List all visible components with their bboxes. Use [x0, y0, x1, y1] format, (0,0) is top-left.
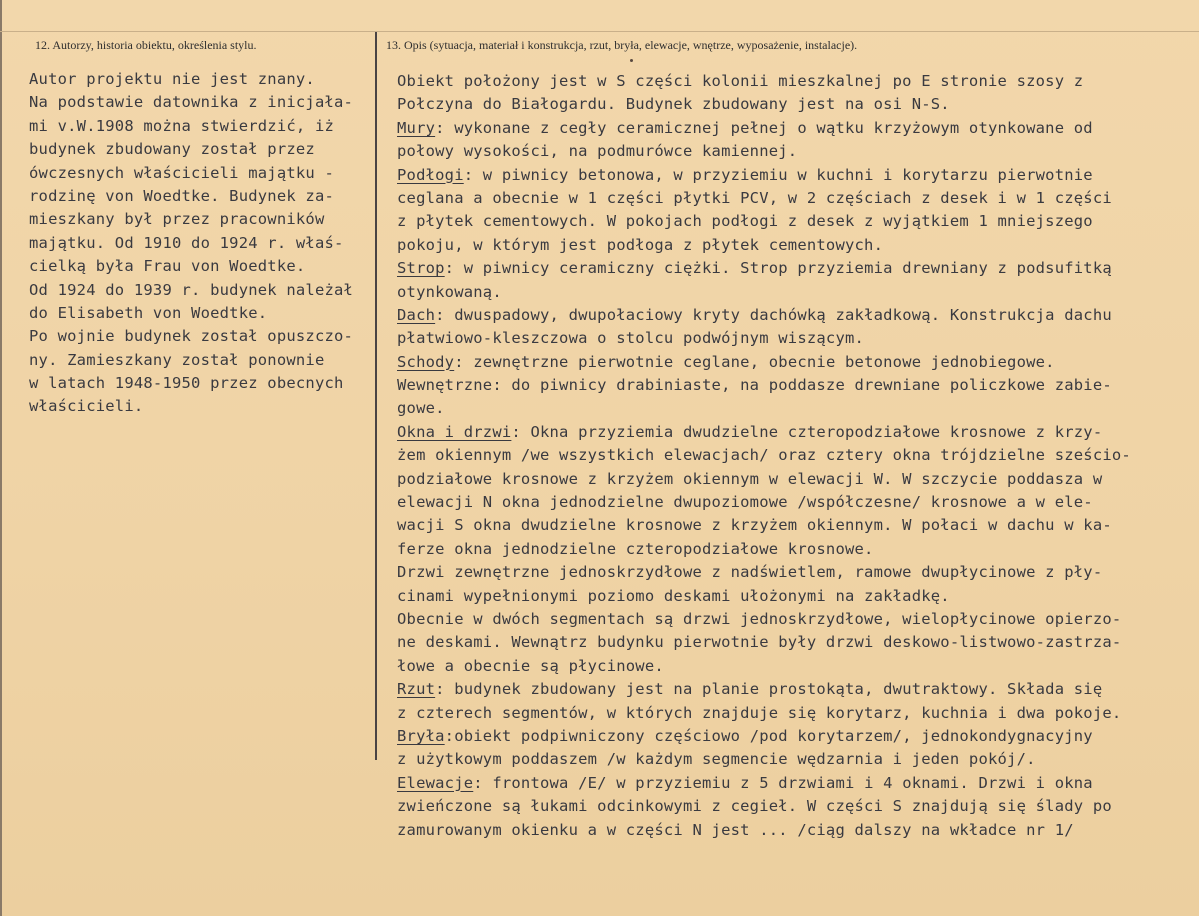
text-line: wacji S okna dwudzielne krosnowe z krzyżem okiennym. W połaci w dachu w ka- — [397, 516, 1112, 535]
column-divider — [375, 32, 377, 760]
ink-dot — [630, 59, 633, 62]
heading-dach: Dach — [397, 305, 436, 324]
heading-okna-i-drzwi: Okna i drzwi — [397, 422, 512, 441]
text-fragment: : frontowa /E/ w przyziemiu z 5 drzwiami i 4 oknami. Drzwi i okna — [473, 773, 1093, 792]
text-fragment: : budynek zbudowany jest na planie prostokąta, dwutraktowy. Składa się — [435, 680, 1103, 699]
text-line: z czterech segmentów, w których znajduje się korytarz, kuchnia i dwa pokoje. — [397, 703, 1122, 722]
text-line: Połczyna do Białogardu. Budynek zbudowany jest na osi N-S. — [397, 95, 950, 114]
text-line: z płytek cementowych. W pokojach podłogi z desek z wyjątkiem 1 mniejszego — [397, 212, 1093, 231]
text-line — [397, 117, 1197, 140]
text-line: ne deskami. Wewnątrz budynku pierwotnie były drzwi deskowo-listwowo-zastrza- — [397, 633, 1122, 652]
text-line: podziałowe krosnowe z krzyżem okiennym w elewacji W. W szczycie poddasza w — [397, 469, 1103, 488]
heading-schody: Schody — [397, 352, 455, 371]
text-line — [397, 164, 1197, 187]
text-line: mi v.W.1908 można stwierdzić, iż — [29, 116, 335, 135]
heading-podlogi: Podłogi — [397, 165, 464, 184]
text-line: w latach 1948-1950 przez obecnych — [29, 374, 344, 393]
text-line: Wewnętrzne: do piwnicy drabiniaste, na poddasze drewniane policzkowe zabie- — [397, 376, 1112, 395]
text-line — [397, 304, 1197, 327]
text-line: Autor projektu nie jest znany. — [29, 70, 315, 88]
text-line: żem okiennym /we wszystkich elewacjach/ oraz cztery okna trójdzielne sześcio- — [397, 446, 1131, 465]
text-fragment: : wykonane z cegły ceramicznej pełnej o wątku krzyżowym otynkowane od — [435, 118, 1093, 137]
text-line: płatwiowo-kleszczowa o stolcu podwójnym wiszącym. — [397, 329, 865, 348]
text-line: budynek zbudowany został przez — [29, 140, 315, 159]
text-line: majątku. Od 1910 do 1924 r. właś- — [29, 233, 344, 252]
page-edge-line — [0, 0, 2, 916]
text-line: właścicieli. — [29, 397, 144, 416]
text-line: cielką była Frau von Woedtke. — [29, 257, 306, 276]
text-line — [397, 725, 1197, 748]
text-line: Obiekt położony jest w S części kolonii mieszkalnej po E stronie szosy z — [397, 72, 1084, 90]
text-line — [397, 678, 1197, 701]
section-13-header: 13. Opis (sytuacja, materiał i konstrukcja, rzut, bryła, elewacje, wnętrze, wyposażenie, instalacje). — [386, 38, 858, 52]
text-line — [397, 351, 1197, 374]
history-text-column — [29, 68, 374, 419]
text-line: elewacji N okna jednodzielne dwupoziomowe /współczesne/ krosnowe a w ele- — [397, 493, 1093, 512]
text-fragment: : Okna przyziemia dwudzielne czteropodziałowe krosnowe z krzy- — [511, 422, 1103, 441]
text-line: ny. Zamieszkany został ponownie — [29, 350, 325, 369]
text-line: cinami wypełnionymi poziomo deskami ułożonymi na zakładkę. — [397, 586, 950, 605]
text-line — [397, 257, 1197, 280]
text-line: z użytkowym poddaszem /w każdym segmencie wędzarnia i jeden pokój/. — [397, 750, 1036, 769]
top-rule — [0, 31, 1199, 32]
text-line: gowe. — [397, 399, 445, 418]
text-fragment: : w piwnicy ceramiczny ciężki. Strop przyziemia drewniany z podsufitką — [444, 259, 1112, 278]
text-line: pokoju, w którym jest podłoga z płytek cementowych. — [397, 235, 884, 254]
text-line — [397, 421, 1197, 444]
text-line: łowe a obecnie są płycinowe. — [397, 656, 664, 675]
section-12-header: 12. Autorzy, historia obiektu, określenia stylu. — [35, 38, 257, 52]
text-line: Obecnie w dwóch segmentach są drzwi jednoskrzydłowe, wielopłycinowe opierzo- — [397, 609, 1122, 628]
text-line: do Elisabeth von Woedtke. — [29, 303, 268, 322]
text-line: ferze okna jednodzielne czteropodziałowe krosnowe. — [397, 539, 874, 558]
heading-mury: Mury — [397, 118, 436, 137]
text-line: rodzinę von Woedtke. Budynek za- — [29, 186, 335, 205]
text-line: połowy wysokości, na podmurówce kamiennej. — [397, 142, 798, 161]
text-line: Drzwi zewnętrzne jednoskrzydłowe z nadświetlem, ramowe dwupłycinowe z pły- — [397, 563, 1103, 582]
text-line: ceglana a obecnie w 1 części płytki PCV, w 2 częściach z desek i w 1 części — [397, 188, 1112, 207]
heading-bryla: Bryła — [397, 726, 445, 745]
heading-strop: Strop — [397, 259, 445, 278]
heading-rzut: Rzut — [397, 680, 436, 699]
text-line: zwieńczone są łukami odcinkowymi z cegieł. W części S znajdują się ślady po — [397, 797, 1112, 816]
text-fragment: : zewnętrzne pierwotnie ceglane, obecnie betonowe jednobiegowe. — [454, 352, 1055, 371]
description-text-column — [397, 70, 1197, 842]
text-fragment: :obiekt podpiwniczony częściowo /pod korytarzem/, jednokondygnacyjny — [444, 726, 1093, 745]
text-line: ówczesnych właścicieli majątku - — [29, 163, 335, 182]
text-line: mieszkany był przez pracowników — [29, 210, 325, 229]
text-line: Po wojnie budynek został opuszczo- — [29, 327, 354, 346]
text-fragment: : w piwnicy betonowa, w przyziemiu w kuchni i korytarzu pierwotnie — [463, 165, 1093, 184]
text-line: zamurowanym okienku a w części N jest ... /ciąg dalszy na wkładce nr 1/ — [397, 820, 1074, 839]
text-line: Od 1924 do 1939 r. budynek należał — [29, 280, 354, 299]
text-line — [397, 772, 1197, 795]
text-line: otynkowaną. — [397, 282, 502, 301]
heading-elewacje: Elewacje — [397, 773, 474, 792]
text-fragment: : dwuspadowy, dwupołaciowy kryty dachówką zakładkową. Konstrukcja dachu — [435, 305, 1112, 324]
text-line: Na podstawie datownika z inicjała- — [29, 93, 354, 112]
